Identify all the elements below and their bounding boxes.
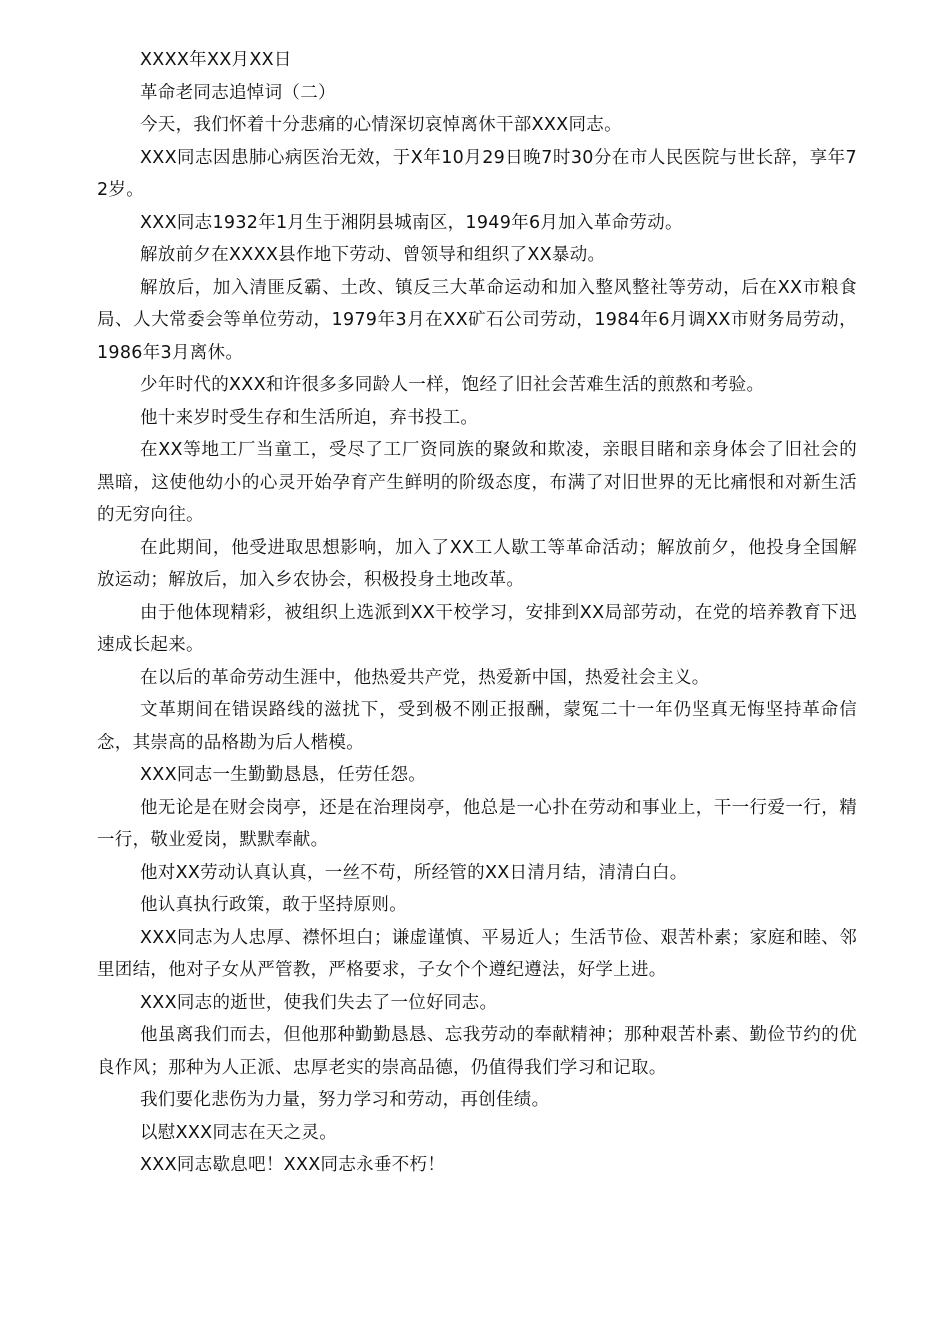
document-body bbox=[97, 44, 857, 1182]
paragraph: 在此期间，他受进取思想影响，加入了XX工人歇工等革命活动；解放前夕，他投身全国解放运动；解放后，加入乡农协会，积极投身土地改革。 bbox=[97, 537, 857, 590]
paragraph: 解放前夕在XXXX县作地下劳动、曾领导和组织了XX暴动。 bbox=[140, 245, 606, 265]
paragraph: 在以后的革命劳动生涯中，他热爱共产党，热爱新中国，热爱社会主义。 bbox=[140, 667, 710, 688]
paragraph: 今天，我们怀着十分悲痛的心情深切哀悼离休干部XXX同志。 bbox=[140, 115, 622, 135]
paragraph: 由于他体现精彩，被组织上选派到XX干校学习，安排到XX局部劳动，在党的培养教育下迅速成长起来。 bbox=[97, 602, 857, 655]
paragraph: 在XX等地工厂当童工，受尽了工厂资同族的聚敛和欺凌，亲眼目睹和亲身体会了旧社会的黑暗，这使他幼小的心灵开始孕育产生鲜明的阶级态度，布满了对旧世界的无比痛恨和对新生活的无穷向往。 bbox=[97, 440, 857, 525]
document-title: 革命老同志追悼词（二） bbox=[140, 82, 336, 103]
closing-line: XXX同志歇息吧！XXX同志永垂不朽！ bbox=[140, 1155, 446, 1175]
paragraph: 他认真执行政策，敢于坚持原则。 bbox=[140, 895, 407, 915]
paragraph: XXX同志一生勤勤恳恳，任劳任怨。 bbox=[140, 765, 427, 785]
paragraph: XXX同志因患肺心病医治无效，于X年10月29日晚7时30分在市人民医院与世长辞，享年72岁。 bbox=[97, 147, 857, 200]
paragraph: 我们要化悲伤为力量，努力学习和劳动，再创佳绩。 bbox=[140, 1090, 550, 1110]
paragraph: 他无论是在财会岗亭，还是在治理岗亭，他总是一心扑在劳动和事业上，干一行爱一行，精一行，敬业爱岗，默默奉献。 bbox=[97, 797, 857, 850]
paragraph: XXX同志的逝世，使我们失去了一位好同志。 bbox=[140, 992, 498, 1013]
paragraph: 以慰XXX同志在天之灵。 bbox=[140, 1122, 338, 1143]
paragraph: 他虽离我们而去，但他那种勤勤恳恳、忘我劳动的奉献精神；那种艰苦朴素、勤俭节约的优良作风；那种为人正派、忠厚老实的崇高品德，仍值得我们学习和记取。 bbox=[97, 1025, 857, 1078]
paragraph: XXX同志1932年1月生于湘阴县城南区，1949年6月加入革命劳动。 bbox=[140, 212, 683, 233]
paragraph: 他对XX劳动认真认真，一丝不苟，所经管的XX日清月结，清清白白。 bbox=[140, 862, 688, 883]
paragraph: XXX同志为人忠厚、襟怀坦白；谦虚谨慎、平易近人；生活节俭、艰苦朴素；家庭和睦、邻里团结，他对子女从严管教，严格要求，子女个个遵纪遵法，好学上进。 bbox=[97, 927, 857, 980]
paragraph: 文革期间在错误路线的滋扰下，受到极不刚正报酬，蒙冤二十一年仍坚真无悔坚持革命信念，其崇高的品格勘为后人楷模。 bbox=[97, 700, 857, 753]
date-line: XXXX年XX月XX日 bbox=[140, 50, 292, 70]
paragraph: 他十来岁时受生存和生活所迫，弃书投工。 bbox=[140, 407, 479, 428]
paragraph: 解放后，加入清匪反霸、土改、镇反三大革命运动和加入整风整社等劳动，后在XX市粮食局、人大常委会等单位劳动，1979年3月在XX矿石公司劳动，1984年6月调XX市财务局劳动，1986年3月离休。 bbox=[97, 277, 857, 363]
paragraph: 少年时代的XXX和许很多多同龄人一样，饱经了旧社会苦难生活的煎熬和考验。 bbox=[140, 375, 765, 395]
